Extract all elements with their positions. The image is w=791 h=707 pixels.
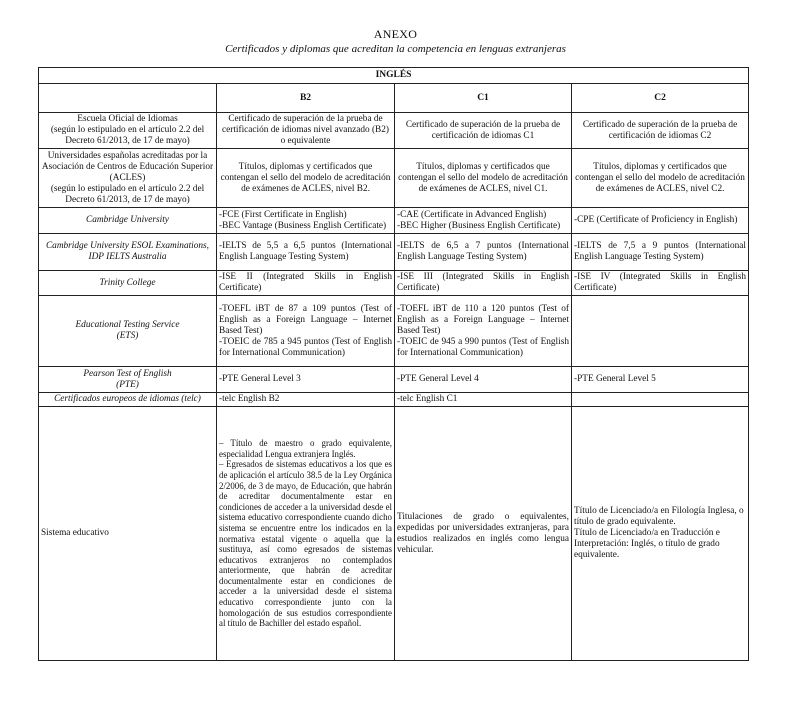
- institution-cell: Educational Testing Service (ETS): [39, 296, 217, 367]
- institution-cell: Sistema educativo: [39, 407, 217, 661]
- c2-cell: -PTE General Level 5: [572, 367, 749, 393]
- c2-cell: -CPE (Certificate of Proficiency in English): [572, 208, 749, 234]
- table-row: [39, 407, 749, 661]
- b2-cell: Títulos, diplomas y certificados que contengan el sello del modelo de acreditación de exámenes de ACLES, nivel B2.: [217, 149, 395, 208]
- b2-cell: Certificado de superación de la prueba de certificación de idiomas nivel avanzado (B2) o equivalente: [217, 113, 395, 149]
- institution-cell: Cambridge University ESOL Examinations, IDP IELTS Australia: [39, 234, 217, 271]
- institution-cell: Trinity College: [39, 271, 217, 296]
- c2-cell: [572, 393, 749, 407]
- c1-cell: -ISE III (Integrated Skills in English Certificate): [395, 271, 572, 296]
- page-subtitle: Certificados y diplomas que acreditan la competencia en lenguas extranjeras: [225, 43, 566, 55]
- c1-cell: -IELTS de 6,5 a 7 puntos (International English Language Testing System): [395, 234, 572, 271]
- table-row: [39, 208, 749, 234]
- table-row: [39, 367, 749, 393]
- b2-cell: -IELTS de 5,5 a 6,5 puntos (International English Language Testing System): [217, 234, 395, 271]
- table-row: [39, 393, 749, 407]
- c2-cell: [572, 296, 749, 367]
- b2-cell: -FCE (First Certificate in English) -BEC Vantage (Business English Certificate): [217, 208, 395, 234]
- c1-cell: Titulaciones de grado o equivalentes, expedidas por universidades extranjeras, para estudios realizados en inglés como lengua vehicular.: [395, 407, 572, 661]
- certificates-table: [38, 67, 749, 661]
- institution-cell: Cambridge University: [39, 208, 217, 234]
- level-header-c1: C1: [395, 84, 572, 113]
- level-header-b2: B2: [217, 84, 395, 113]
- c1-cell: -PTE General Level 4: [395, 367, 572, 393]
- table-row: [39, 296, 749, 367]
- b2-cell: -telc English B2: [217, 393, 395, 407]
- c1-cell: -TOEFL iBT de 110 a 120 puntos (Test of English as a Foreign Language – Internet Based Test) -TOEIC de 945 a 990 puntos (Test of English for International Communication): [395, 296, 572, 367]
- table-row: [39, 271, 749, 296]
- level-header-row: [39, 84, 749, 113]
- level-header-empty: [39, 84, 217, 113]
- language-header-row: [39, 68, 749, 84]
- institution-cell: Escuela Oficial de Idiomas (según lo estipulado en el artículo 2.2 del Decreto 61/2013, de 17 de mayo): [39, 113, 217, 149]
- c1-cell: Certificado de superación de la prueba de certificación de idiomas C1: [395, 113, 572, 149]
- b2-cell: -PTE General Level 3: [217, 367, 395, 393]
- c2-cell: Título de Licenciado/a en Filología Inglesa, o título de grado equivalente. Título de Licenciado/a en Traducción e Interpretación: Inglés, o título de grado equivalente.: [572, 407, 749, 661]
- b2-cell: -ISE II (Integrated Skills in English Certificate): [217, 271, 395, 296]
- language-header: INGLÉS: [39, 68, 749, 84]
- c1-cell: Títulos, diplomas y certificados que contengan el sello del modelo de acreditación de exámenes de ACLES, nivel C1.: [395, 149, 572, 208]
- c1-cell: -telc English C1: [395, 393, 572, 407]
- c2-cell: -ISE IV (Integrated Skills in English Certificate): [572, 271, 749, 296]
- page-title: ANEXO: [373, 27, 418, 41]
- b2-cell: – Título de maestro o grado equivalente, especialidad Lengua extranjera Inglés. – Egresados de sistemas educativos a los que es de aplicación el artículo 38.5 de la Ley Orgánica 2/2006, de 3 de mayo, de Educación, que habrán de acreditar documentalmente estar en condiciones de acceder a la universidad desde el sistema educativo correspondiente cuando dicho sistema se encuentre entre los indicados en la normativa estatal vigente o aquella que la sustituya, así como egresados de sistemas educativos extranjeros no contemplados anteriormente, que habrán de acreditar documentalmente estar en condiciones de acceder a la universidad desde el sistema educativo correspondiente junto con la homologación de sus estudios correspondiente al título de Bachiller del estado español.: [217, 407, 395, 661]
- c2-cell: -IELTS de 7,5 a 9 puntos (International English Language Testing System): [572, 234, 749, 271]
- institution-cell: Pearson Test of English (PTE): [39, 367, 217, 393]
- c1-cell: -CAE (Certificate in Advanced English) -BEC Higher (Business English Certificate): [395, 208, 572, 234]
- institution-cell: Certificados europeos de idiomas (telc): [39, 393, 217, 407]
- table-row: [39, 234, 749, 271]
- c2-cell: Certificado de superación de la prueba de certificación de idiomas C2: [572, 113, 749, 149]
- table-row: [39, 113, 749, 149]
- institution-cell: Universidades españolas acreditadas por la Asociación de Centros de Educación Superior (ACLES) (según lo estipulado en el artículo 2.2 del Decreto 61/2013, de 17 de mayo): [39, 149, 217, 208]
- table-row: [39, 149, 749, 208]
- b2-cell: -TOEFL iBT de 87 a 109 puntos (Test of English as a Foreign Language – Internet Based Test) -TOEIC de 785 a 945 puntos (Test of English for International Communication): [217, 296, 395, 367]
- level-header-c2: C2: [572, 84, 749, 113]
- c2-cell: Títulos, diplomas y certificados que contengan el sello del modelo de acreditación de exámenes de ACLES, nivel C2.: [572, 149, 749, 208]
